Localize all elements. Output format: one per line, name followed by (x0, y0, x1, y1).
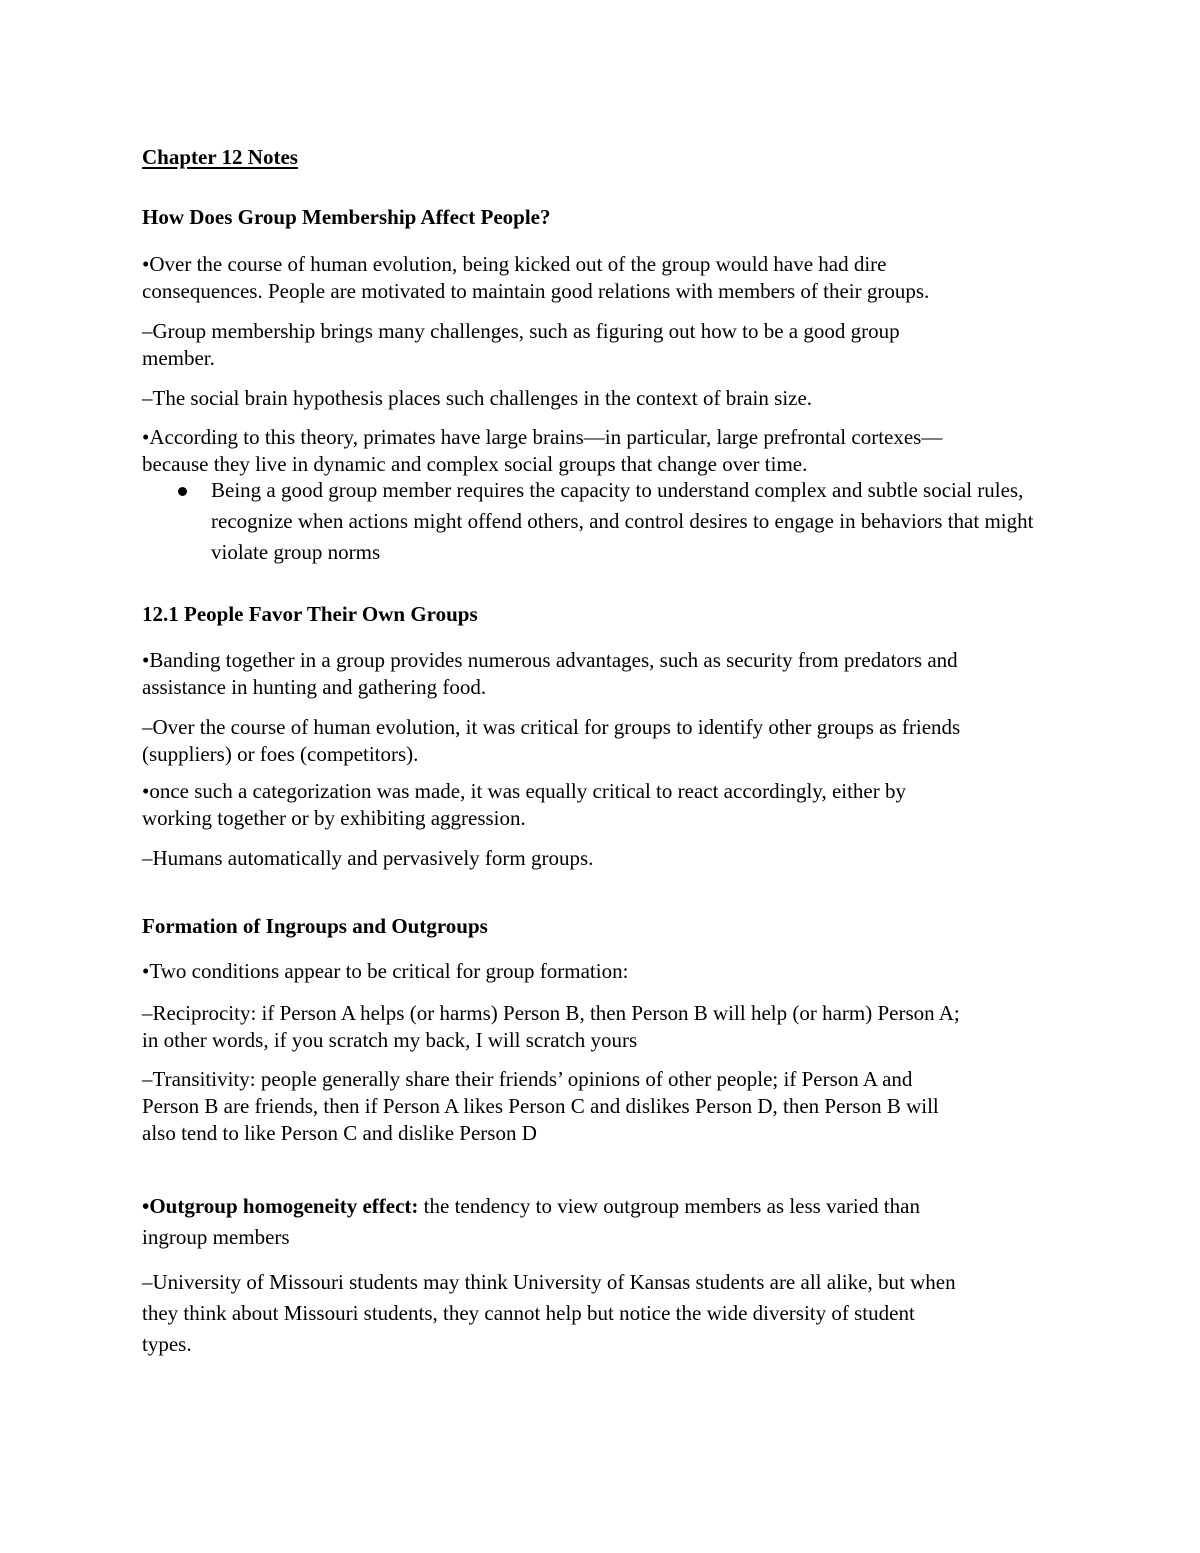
paragraph-line: –Group membership brings many challenges, such as figuring out how to be a good group (142, 319, 900, 343)
paragraph-line: –Reciprocity: if Person A helps (or harms) Person B, then Person B will help (or harm) Person A; (142, 1001, 960, 1025)
paragraph-line: types. (142, 1332, 192, 1356)
paragraph-line: •Banding together in a group provides numerous advantages, such as security from predators and (142, 648, 958, 672)
paragraph-line: •once such a categorization was made, it was equally critical to react accordingly, either by (142, 779, 906, 803)
paragraph-line: •Two conditions appear to be critical for group formation: (142, 959, 629, 983)
paragraph-line: consequences. People are motivated to maintain good relations with members of their groups. (142, 279, 930, 303)
section-heading-group-membership: How Does Group Membership Affect People? (142, 205, 551, 229)
paragraph-line: –Over the course of human evolution, it was critical for groups to identify other groups as friends (142, 715, 961, 739)
paragraph-line: –University of Missouri students may think University of Kansas students are all alike, but when (142, 1270, 956, 1294)
term-text: the tendency to view outgroup members as less varied than (418, 1194, 920, 1218)
paragraph-line: because they live in dynamic and complex social groups that change over time. (142, 452, 808, 476)
paragraph-line: working together or by exhibiting aggression. (142, 806, 526, 830)
section-heading-favor-own-groups: 12.1 People Favor Their Own Groups (142, 602, 478, 626)
section-heading-ingroups-outgroups: Formation of Ingroups and Outgroups (142, 914, 488, 938)
term-label: •Outgroup homogeneity effect: (142, 1194, 419, 1218)
paragraph-line: also tend to like Person C and dislike Person D (142, 1121, 537, 1145)
paragraph-line: (suppliers) or foes (competitors). (142, 742, 419, 766)
paragraph-line: •Over the course of human evolution, being kicked out of the group would have had dire (142, 252, 887, 276)
bullet-dot-icon (178, 487, 187, 496)
document-title: Chapter 12 Notes (142, 145, 298, 169)
paragraph-line: member. (142, 346, 215, 370)
paragraph-line: •According to this theory, primates have large brains—in particular, large prefrontal cortexes— (142, 425, 943, 449)
paragraph-line: in other words, if you scratch my back, I will scratch yours (142, 1028, 638, 1052)
paragraph-line: Person B are friends, then if Person A likes Person C and dislikes Person D, then Person B will (142, 1094, 939, 1118)
paragraph-line: assistance in hunting and gathering food. (142, 675, 487, 699)
bullet-list-item (142, 475, 1062, 568)
paragraph-line: –The social brain hypothesis places such challenges in the context of brain size. (142, 386, 813, 410)
paragraph-line: –Humans automatically and pervasively form groups. (142, 846, 594, 870)
term-definition (142, 1191, 920, 1222)
paragraph-line: –Transitivity: people generally share their friends’ opinions of other people; if Person A and (142, 1067, 913, 1091)
paragraph-line: they think about Missouri students, they cannot help but notice the wide diversity of student (142, 1301, 915, 1325)
bullet-text: Being a good group member requires the capacity to understand complex and subtle social rules, recognize when actions might offend others, and control desires to engage in behaviors that might violate group norms (211, 478, 1034, 564)
paragraph-line: ingroup members (142, 1225, 290, 1249)
